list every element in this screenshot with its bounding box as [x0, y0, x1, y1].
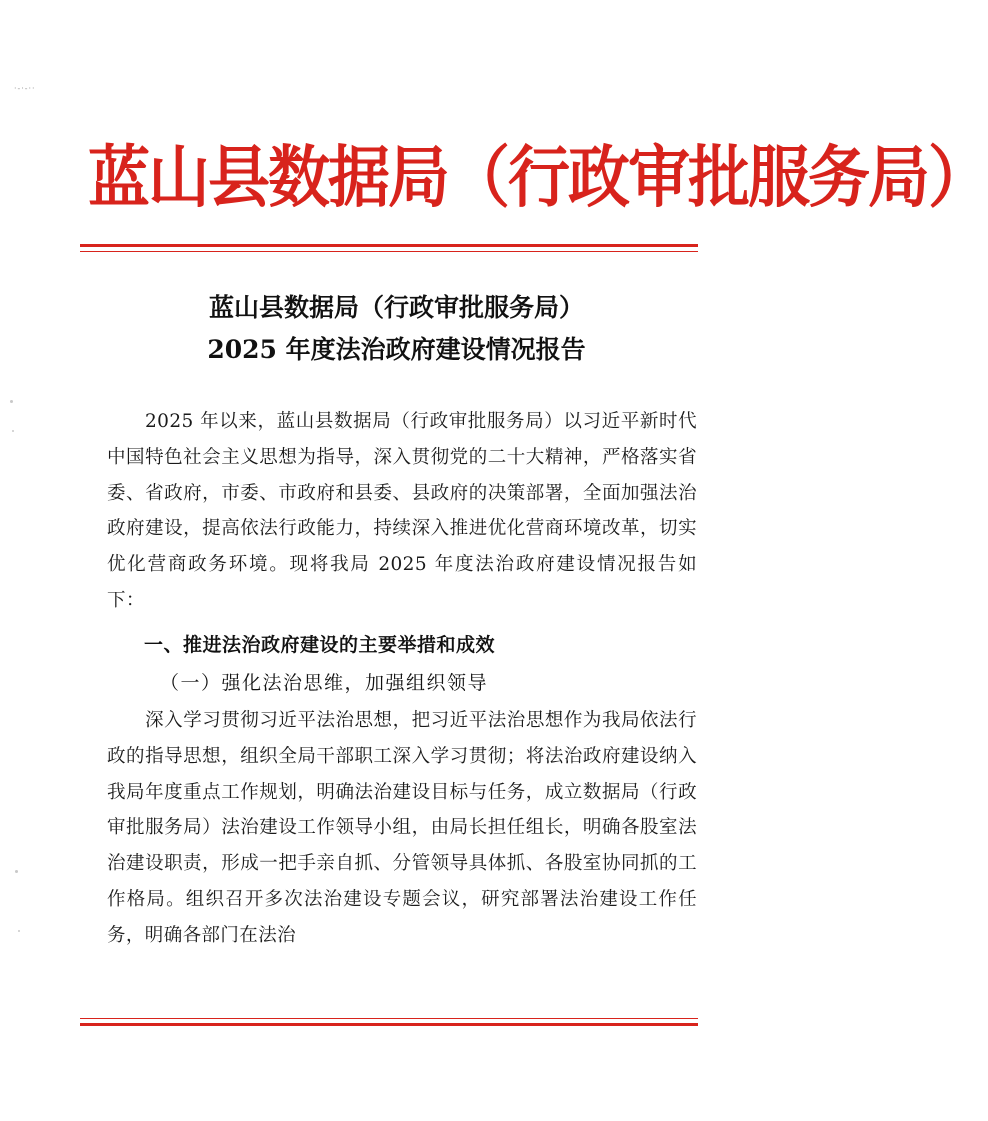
masthead-rule-thin	[80, 251, 698, 252]
intro-paragraph	[107, 404, 697, 619]
masthead-rule-thick	[80, 244, 698, 247]
scan-speck	[15, 870, 18, 873]
scan-corner-mark: ·-·-··	[14, 84, 36, 93]
document-title-line2: 2025 年度法治政府建设情况报告	[207, 335, 586, 364]
subsection-paragraph	[107, 703, 697, 954]
scan-speck	[10, 400, 13, 403]
scan-speck	[12, 430, 14, 432]
footer-rule-thin	[80, 1018, 698, 1019]
footer-rule-thick	[80, 1023, 698, 1026]
document-title-line1: 蓝山县数据局（行政审批服务局）	[208, 293, 584, 322]
subsection-heading-1: （一）强化法治思维，加强组织领导	[160, 672, 489, 694]
subsection-paragraph-text: 深入学习贯彻习近平法治思想，把习近平法治思想作为我局依法行政的指导思想，组织全局干部职工深入学习贯彻；将法治政府建设纳入我局年度重点工作规划，明确法治建设目标与任务，成立数据局（行政审批服务局）法治建设工作领导小组，由局长担任组长，明确各股室法治建设职责，形成一把手亲自抓、分管领导具体抓、各股室协同抓的工作格局。组织召开多次法治建设专题会议，研究部署法治建设工作任务，明确各部门在法治	[107, 710, 697, 946]
section-heading-1: 一、推进法治政府建设的主要举措和成效	[144, 634, 496, 656]
intro-paragraph-text: 2025 年以来，蓝山县数据局（行政审批服务局）以习近平新时代中国特色社会主义思想为指导，深入贯彻党的二十大精神，严格落实省委、省政府，市委、市政府和县委、县政府的决策部署，全面加强法治政府建设，提高依法行政能力，持续深入推进优化营商环境改革，切实优化营商政务环境。现将我局 2025 年度法治政府建设情况报告如下：	[107, 411, 697, 611]
scan-speck	[18, 930, 20, 932]
masthead-red-header: 蓝山县数据局（行政审批服务局）	[88, 138, 988, 217]
